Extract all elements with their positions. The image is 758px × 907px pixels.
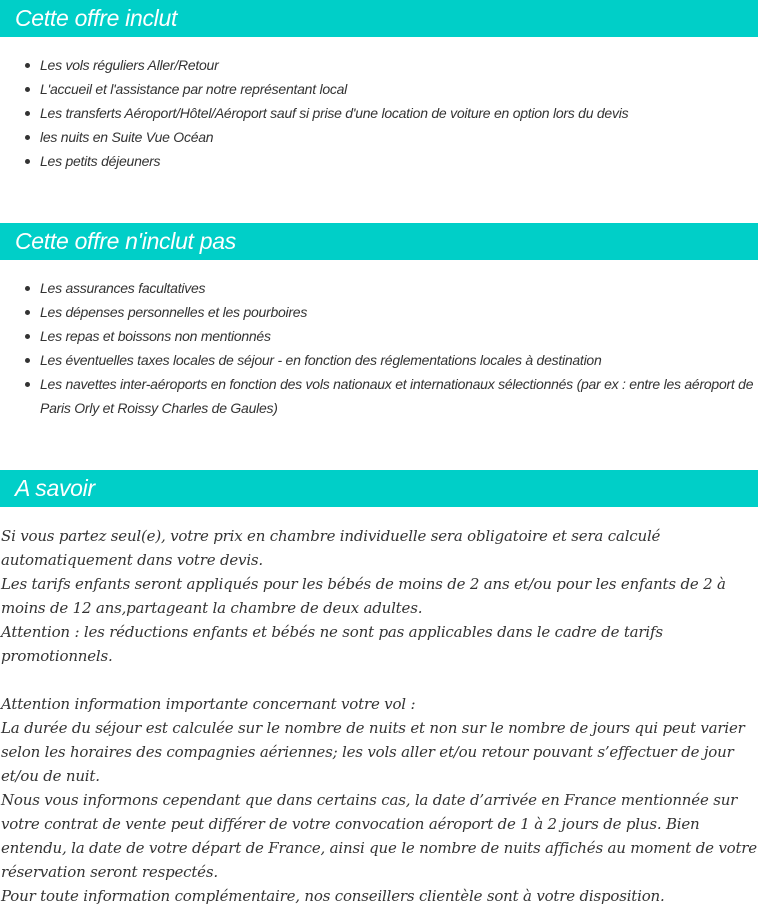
info-paragraph: Nous vous informons cependant que dans certains cas, la date d’arrivée en France mentionnée sur votre contrat de vente peut différer de votre convocation aéroport de 1 à 2 jours de plus. Bien entendu, la date de votre départ de France, ainsi que le nombre de nuits affichés au moment de votre réservation seront respectés. [1, 791, 757, 881]
info-paragraph: Si vous partez seul(e), votre prix en chambre individuelle sera obligatoire et sera calculé automatiquement dans votre devis. [1, 527, 661, 569]
info-paragraph: Attention information importante concernant votre vol : [1, 695, 416, 713]
not-included-section-title: Cette offre n'inclut pas [0, 223, 758, 260]
paragraph-spacer [1, 668, 757, 692]
not-included-list [0, 276, 758, 420]
list-item: Les repas et boissons non mentionnés [40, 324, 758, 348]
info-paragraph: Les tarifs enfants seront appliqués pour les bébés de moins de 2 ans et/ou pour les enfants de 2 à moins de 12 ans,partageant la chambre de deux adultes. [1, 575, 726, 617]
info-paragraph: Pour toute information complémentaire, nos conseillers clientèle sont à votre disposition. [1, 887, 665, 905]
list-item: Les navettes inter-aéroports en fonction des vols nationaux et internationaux sélectionnés (par ex : entre les aéroport de Paris Orly et Roissy Charles de Gaules) [40, 372, 758, 420]
to-know-section-title: A savoir [0, 470, 758, 507]
info-paragraph: Attention : les réductions enfants et bébés ne sont pas applicables dans le cadre de tarifs promotionnels. [1, 623, 663, 665]
list-item: Les éventuelles taxes locales de séjour - en fonction des réglementations locales à destination [40, 348, 758, 372]
to-know-text [1, 524, 757, 907]
list-item: Les dépenses personnelles et les pourboires [40, 300, 758, 324]
list-item: Les vols réguliers Aller/Retour [40, 53, 758, 77]
list-item: Les petits déjeuners [40, 149, 758, 173]
list-item: L'accueil et l'assistance par notre représentant local [40, 77, 758, 101]
included-list [0, 53, 758, 173]
list-item: Les assurances facultatives [40, 276, 758, 300]
list-item: Les transferts Aéroport/Hôtel/Aéroport sauf si prise d'une location de voiture en option lors du devis [40, 101, 758, 125]
info-paragraph: La durée du séjour est calculée sur le nombre de nuits et non sur le nombre de jours qui peut varier selon les horaires des compagnies aériennes; les vols aller et/ou retour pouvant s’effectuer de jour et/ou de nuit. [1, 719, 745, 785]
list-item: les nuits en Suite Vue Océan [40, 125, 758, 149]
included-section-title: Cette offre inclut [0, 0, 758, 37]
